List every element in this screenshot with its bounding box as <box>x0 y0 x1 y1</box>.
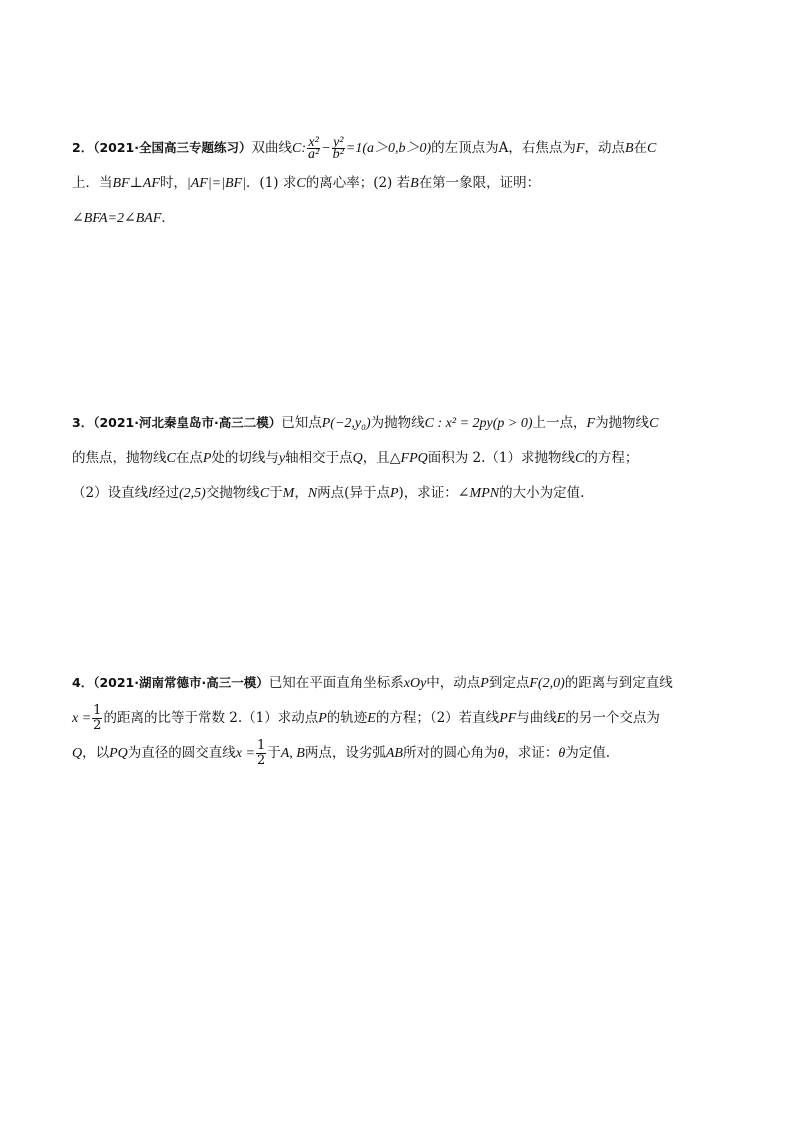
text: 经过 <box>151 485 179 501</box>
math: l <box>148 486 152 501</box>
math: B <box>410 176 419 191</box>
math: P <box>202 451 212 466</box>
problem-source: （2021·河北秦皇岛市·高三二模） <box>93 415 282 430</box>
problem-4-line-1 <box>72 666 722 701</box>
text: 在 <box>633 140 648 156</box>
text: 面积为 2.（1）求抛物线 <box>427 450 575 466</box>
math: : <box>301 141 307 156</box>
text: 所对的圆心角为 <box>402 745 498 761</box>
text: 的另一个交点为 <box>565 710 660 726</box>
problem-source: （2021·全国高三专题练习） <box>93 140 252 155</box>
text: 于 <box>267 745 281 761</box>
text: 时， <box>159 175 187 191</box>
text: 与曲线 <box>516 710 557 726</box>
problem-number: 2． <box>72 140 94 155</box>
text: 上一点， <box>532 415 587 431</box>
math: P <box>389 486 399 501</box>
text: ．(1) 求 <box>245 175 297 191</box>
text: 交抛物线 <box>205 485 260 501</box>
math: B <box>624 141 634 156</box>
fraction: $\frac{1}{2}$ <box>93 703 102 733</box>
text: ，且 <box>362 450 390 466</box>
text: 到定点 <box>488 675 530 691</box>
text: 的方程；（2）若直线 <box>375 710 500 726</box>
problem-3-line-2 <box>72 441 722 476</box>
text: ，以 <box>82 745 110 761</box>
problem-4-line-2 <box>72 701 722 736</box>
text: 为抛物线 <box>595 415 650 431</box>
math: ∠BFA=2∠BAF <box>72 211 162 226</box>
math: F(2,0) <box>529 676 565 691</box>
math: E <box>556 711 566 726</box>
fraction: $\frac{\text{x²}}{\text{a²}}$ <box>308 135 320 162</box>
fraction: $\frac{1}{2}$ <box>256 738 266 768</box>
text: 为定值. <box>565 745 611 761</box>
math: C <box>575 451 585 466</box>
math: C <box>259 486 270 501</box>
math: |AF|=|BF| <box>186 176 246 191</box>
math: (2,5) <box>178 486 206 501</box>
problem-2 <box>72 131 722 236</box>
math: PF <box>499 711 517 726</box>
text: 处的切线与 <box>211 450 279 466</box>
math: C <box>649 416 659 431</box>
math: x = <box>72 711 92 726</box>
text: 中，动点 <box>426 675 481 691</box>
math: θ <box>497 746 505 761</box>
text: ，求证： <box>504 745 559 761</box>
math: PQ <box>109 746 128 761</box>
text: 的左顶点为A，右焦点为 <box>431 140 576 156</box>
text: ，动点 <box>584 140 625 156</box>
text: 的焦点，抛物线 <box>72 450 167 466</box>
text: 双曲线 <box>251 140 292 156</box>
math: Q <box>72 746 83 761</box>
problem-4-line-3 <box>72 736 722 771</box>
math: − <box>321 141 331 156</box>
math: N <box>307 486 318 501</box>
problem-number: 3． <box>72 415 94 430</box>
math: x = <box>235 746 255 761</box>
math: C <box>296 176 306 191</box>
math: ∠MPN <box>457 486 500 501</box>
fraction: $\frac{\text{y²}}{\text{b²}}$ <box>332 135 344 162</box>
math: C : x² = 2py(p > 0) <box>424 416 533 431</box>
math: E <box>367 711 376 726</box>
text: 的大小为定值. <box>499 485 585 501</box>
math: P <box>480 676 489 691</box>
math: C <box>647 141 657 156</box>
problem-2-line-2 <box>72 166 722 201</box>
text: ． <box>161 210 175 226</box>
text: 为抛物线 <box>370 415 425 431</box>
text: 的距离与到定直线 <box>564 675 673 691</box>
text: 上．当 <box>72 175 113 191</box>
math: C <box>166 451 176 466</box>
problem-source: （2021·湖南常德市·高三一模） <box>93 675 269 690</box>
text: 的轨迹 <box>326 710 368 726</box>
math: =1(a＞0,b＞0) <box>345 141 432 156</box>
problem-3-line-3 <box>72 476 722 511</box>
math: xOy <box>403 676 427 691</box>
text: 已知在平面直角坐标系 <box>268 675 404 691</box>
text: 两点(异于点 <box>317 485 390 501</box>
math: Q <box>352 451 363 466</box>
text: 在点 <box>175 450 203 466</box>
text: )，求证： <box>398 485 458 501</box>
math: P <box>318 711 327 726</box>
math: A, B <box>280 746 305 761</box>
text: ， <box>294 485 308 501</box>
math: P(−2,y₀) <box>321 416 371 431</box>
text: 两点，设劣弧 <box>304 745 386 761</box>
text: 为直径的圆交直线 <box>127 745 236 761</box>
math: △FPQ <box>389 451 428 466</box>
math: θ <box>558 746 566 761</box>
problem-3 <box>72 406 722 511</box>
math: C <box>292 141 302 156</box>
math: AB <box>385 746 403 761</box>
problem-number: 4． <box>72 675 94 690</box>
text: 轴相交于点 <box>285 450 353 466</box>
text: 于 <box>269 485 283 501</box>
problem-4 <box>72 666 722 771</box>
text: （2）设直线 <box>72 485 149 501</box>
text: 的方程； <box>584 450 639 466</box>
text: 已知点 <box>281 415 322 431</box>
math: M <box>282 486 295 501</box>
math: BF⊥AF <box>112 176 160 191</box>
problem-2-line-1 <box>72 131 722 166</box>
math: F <box>586 416 596 431</box>
text: 的离心率；(2) 若 <box>305 175 411 191</box>
problem-2-line-3 <box>72 201 722 236</box>
text: 的距离的比等于常数 2.（1）求动点 <box>103 710 319 726</box>
text: 在第一象限，证明： <box>418 175 541 191</box>
problem-3-line-1 <box>72 406 722 441</box>
math: y <box>278 451 286 466</box>
math: F <box>575 141 585 156</box>
